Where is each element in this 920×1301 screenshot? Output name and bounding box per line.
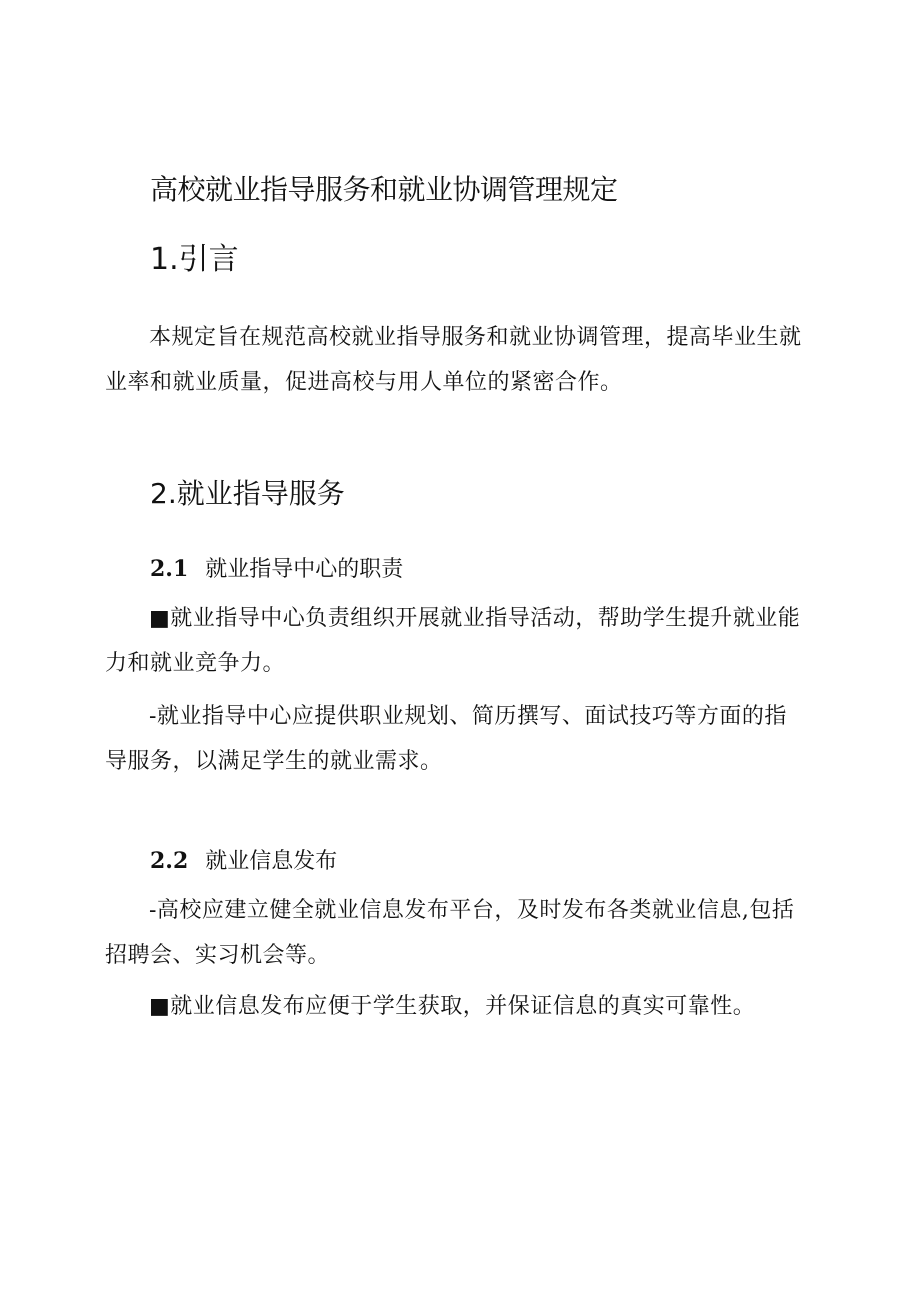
section-heading-introduction: 1.引言	[150, 242, 239, 277]
introduction-paragraph: 本规定旨在规范高校就业指导服务和就业协调管理，提高毕业生就业率和就业质量，促进高校与用人单位的紧密合作。	[105, 325, 802, 395]
subsection-heading-2-2	[150, 845, 337, 878]
info-accessibility-paragraph: ■就业信息发布应便于学生获取，并保证信息的真实可靠性。	[149, 994, 756, 1019]
subsection-title: 就业指导中心的职责	[205, 557, 404, 582]
document-title: 高校就业指导服务和就业协调管理规定	[150, 173, 618, 206]
subsection-heading-2-1	[150, 553, 403, 586]
guidance-center-service-paragraph: -就业指导中心应提供职业规划、简历撰写、面试技巧等方面的指导服务，以满足学生的就业需求。	[105, 704, 787, 774]
section-heading-employment-guidance: 2.就业指导服务	[150, 477, 345, 510]
subsection-number: 2.2	[150, 848, 189, 874]
subsection-number: 2.1	[150, 556, 189, 582]
subsection-title: 就业信息发布	[205, 849, 338, 874]
guidance-center-duty-paragraph: ■就业指导中心负责组织开展就业指导活动，帮助学生提升就业能力和就业竞争力。	[105, 606, 801, 676]
info-platform-paragraph: -高校应建立健全就业信息发布平台，及时发布各类就业信息,包括招聘会、实习机会等。	[105, 898, 795, 968]
